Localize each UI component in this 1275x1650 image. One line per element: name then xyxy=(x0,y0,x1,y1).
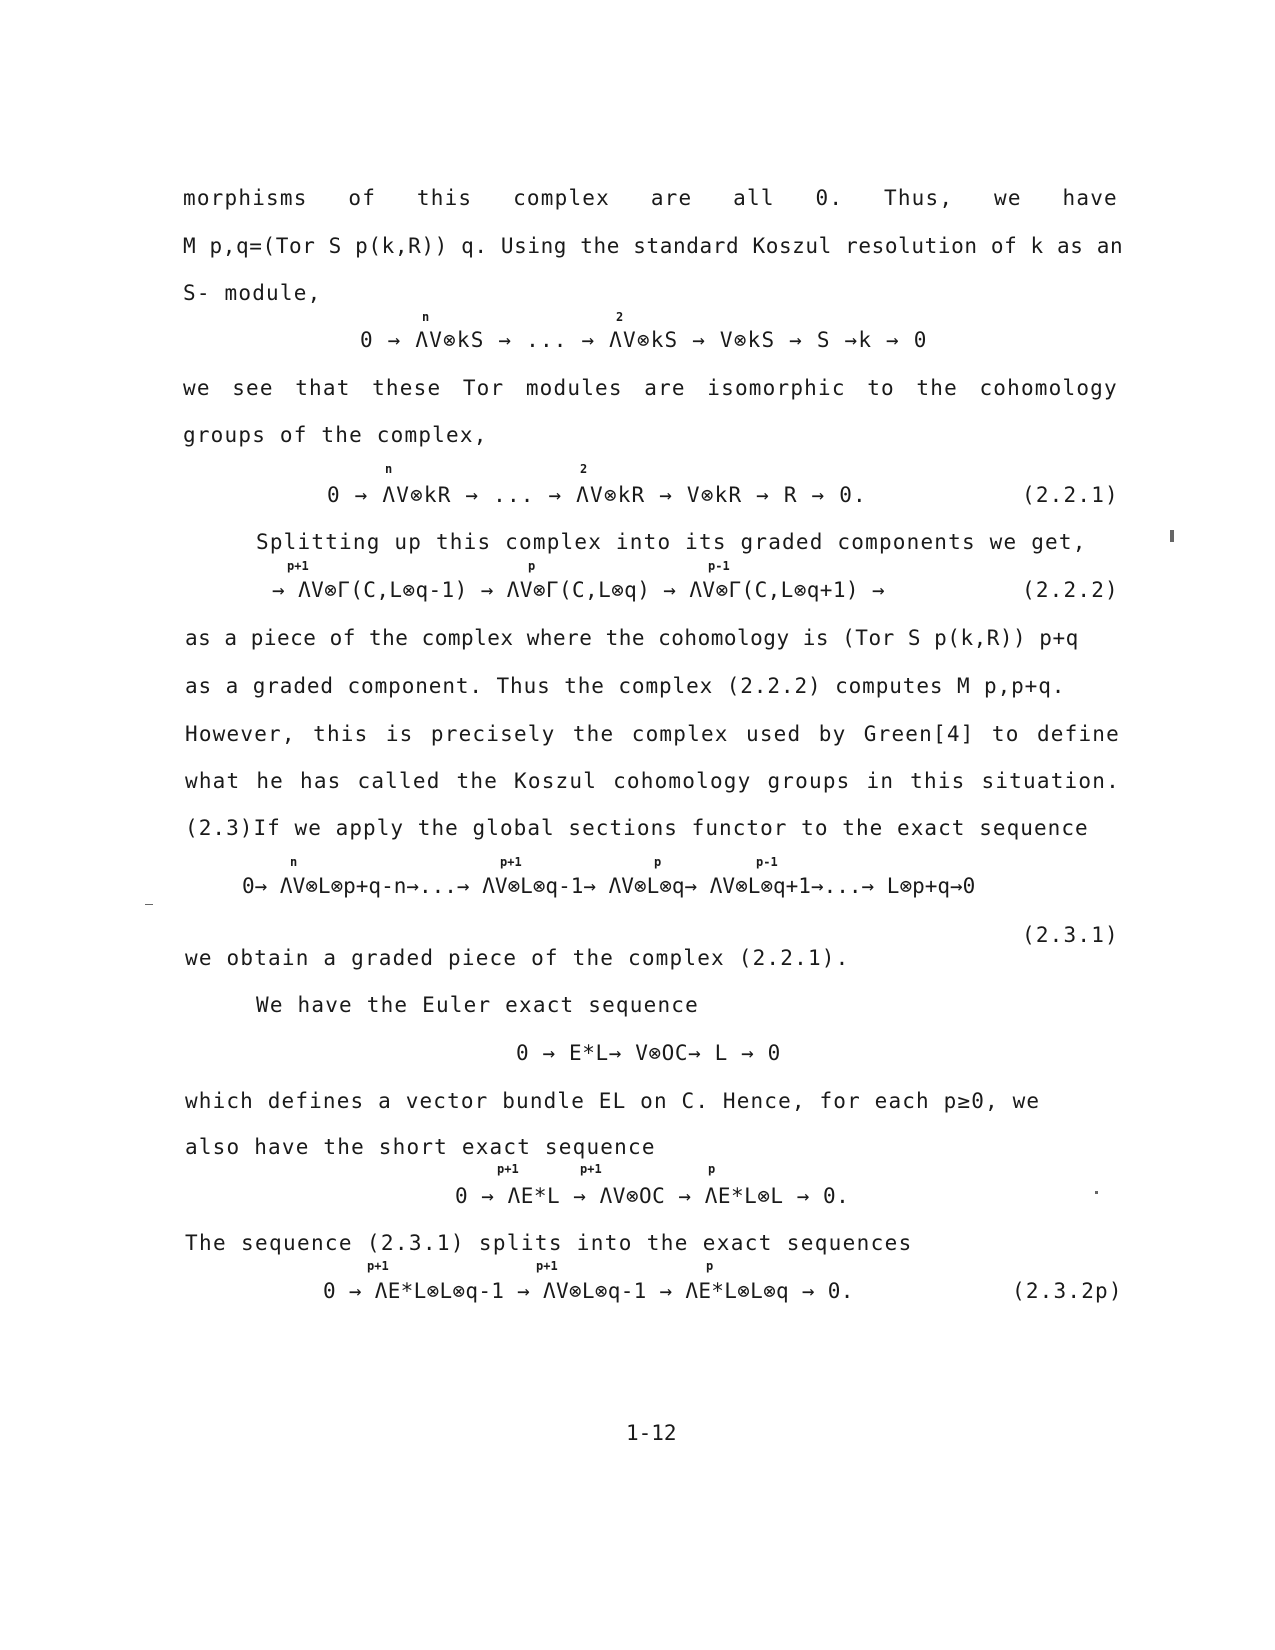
word: complex xyxy=(631,722,729,746)
word: this xyxy=(416,186,473,210)
text-line-14: which defines a vector bundle EL on C. Hence, for each p≥0, we xyxy=(185,1089,1041,1113)
word: However, xyxy=(185,722,296,746)
text-line-10 xyxy=(185,771,1120,792)
word: has xyxy=(300,769,342,793)
equation-2-3-1: 0→ ΛV⊗L⊗p+q-n→...→ ΛV⊗L⊗q-1→ ΛV⊗L⊗q→ ΛV⊗L⊗q+1→...→ L⊗p+q→0 xyxy=(242,874,976,898)
superscript: n xyxy=(385,462,393,476)
word: by xyxy=(818,722,847,746)
word: Tor xyxy=(462,376,505,400)
word: Koszul xyxy=(514,769,598,793)
word: these xyxy=(372,376,442,400)
word: modules xyxy=(525,376,623,400)
text-line-5: groups of the complex, xyxy=(183,423,488,447)
equation-koszul-resolution: 0 → ΛV⊗kS → ... → ΛV⊗kS → V⊗kS → S →k → 0 xyxy=(360,328,928,352)
word: the xyxy=(916,376,958,400)
superscript: p-1 xyxy=(756,855,778,869)
margin-mark xyxy=(1095,1191,1098,1194)
text-line-6: Splitting up this complex into its graded components we get, xyxy=(256,530,1087,554)
word: all xyxy=(733,186,775,210)
margin-mark xyxy=(1170,530,1174,542)
equation-short-exact-sequence: 0 → ΛE*L → ΛV⊗OC → ΛE*L⊗L → 0. xyxy=(455,1184,850,1208)
equation-tag: (2.2.1) xyxy=(1022,483,1119,507)
word: is xyxy=(385,722,414,746)
word: groups xyxy=(767,769,851,793)
superscript: p xyxy=(708,1162,716,1176)
text-line-7: as a piece of the complex where the cohomology is (Tor S p(k,R)) p+q xyxy=(185,626,1079,650)
word: are xyxy=(650,186,693,210)
word: situation. xyxy=(981,769,1120,793)
word: 0. xyxy=(815,186,844,210)
word: cohomology xyxy=(613,769,752,793)
equation-tag: (2.2.2) xyxy=(1022,578,1119,602)
word: called xyxy=(357,769,441,793)
margin-mark xyxy=(145,904,153,905)
text-line-9 xyxy=(185,724,1120,745)
superscript: n xyxy=(290,855,298,869)
word: to xyxy=(867,376,895,400)
word: to xyxy=(991,722,1020,746)
word: have xyxy=(1062,186,1118,210)
word: isomorphic xyxy=(707,376,846,400)
word: he xyxy=(256,769,285,793)
text-line-3: S- module, xyxy=(183,281,322,305)
word: morphisms xyxy=(183,186,308,210)
word: the xyxy=(456,769,499,793)
word: precisely xyxy=(430,722,556,746)
superscript: p+1 xyxy=(500,855,522,869)
superscript: n xyxy=(422,310,430,324)
text-line-2: M p,q=(Tor S p(k,R)) q. Using the standard Koszul resolution of k as an xyxy=(183,234,1124,258)
word: define xyxy=(1036,722,1120,746)
word: we xyxy=(183,376,211,400)
text-line-1 xyxy=(183,188,1118,209)
word: Thus, xyxy=(884,186,954,210)
text-line-15: also have the short exact sequence xyxy=(185,1135,656,1159)
word: are xyxy=(644,376,686,400)
superscript: p+1 xyxy=(536,1259,558,1273)
word: cohomology xyxy=(979,376,1118,400)
word: this xyxy=(910,769,966,793)
word: see xyxy=(232,376,274,400)
word: of xyxy=(348,186,377,210)
text-line-13: We have the Euler exact sequence xyxy=(256,993,699,1017)
word: the xyxy=(572,722,615,746)
superscript: p xyxy=(654,855,662,869)
word: used xyxy=(746,722,802,746)
word: what xyxy=(185,769,241,793)
superscript: 2 xyxy=(580,462,588,476)
superscript: p+1 xyxy=(287,559,309,573)
superscript: p xyxy=(706,1259,714,1273)
word: complex xyxy=(513,186,610,210)
text-line-4 xyxy=(183,378,1118,399)
equation-euler-sequence: 0 → E*L→ V⊗OC→ L → 0 xyxy=(516,1041,781,1065)
superscript: p+1 xyxy=(580,1162,602,1176)
word: in xyxy=(866,769,895,793)
page-number: 1-12 xyxy=(626,1421,677,1445)
superscript: p xyxy=(528,559,536,573)
text-line-12: we obtain a graded piece of the complex (2.2.1). xyxy=(185,946,850,970)
word: Green[4] xyxy=(863,722,975,746)
text-line-8: as a graded component. Thus the complex (2.2.2) computes M p,p+q. xyxy=(185,674,1066,698)
word: that xyxy=(295,376,351,400)
superscript: 2 xyxy=(616,310,624,324)
equation-2-3-2p: 0 → ΛE*L⊗L⊗q-1 → ΛV⊗L⊗q-1 → ΛE*L⊗L⊗q → 0. xyxy=(323,1279,854,1303)
text-line-16: The sequence (2.3.1) splits into the exact sequences xyxy=(185,1231,913,1255)
text-line-11: (2.3)If we apply the global sections functor to the exact sequence xyxy=(185,816,1089,840)
superscript: p-1 xyxy=(708,559,730,573)
equation-tag: (2.3.2p) xyxy=(1012,1279,1123,1303)
equation-2-2-1: 0 → ΛV⊗kR → ... → ΛV⊗kR → V⊗kR → R → 0. xyxy=(327,483,867,507)
equation-tag: (2.3.1) xyxy=(1022,923,1119,947)
equation-2-2-2: → ΛV⊗Γ(C,L⊗q-1) → ΛV⊗Γ(C,L⊗q) → ΛV⊗Γ(C,L⊗q+1) → xyxy=(272,578,886,602)
word: this xyxy=(313,722,369,746)
superscript: p+1 xyxy=(497,1162,519,1176)
word: we xyxy=(994,186,1022,210)
superscript: p+1 xyxy=(367,1259,389,1273)
